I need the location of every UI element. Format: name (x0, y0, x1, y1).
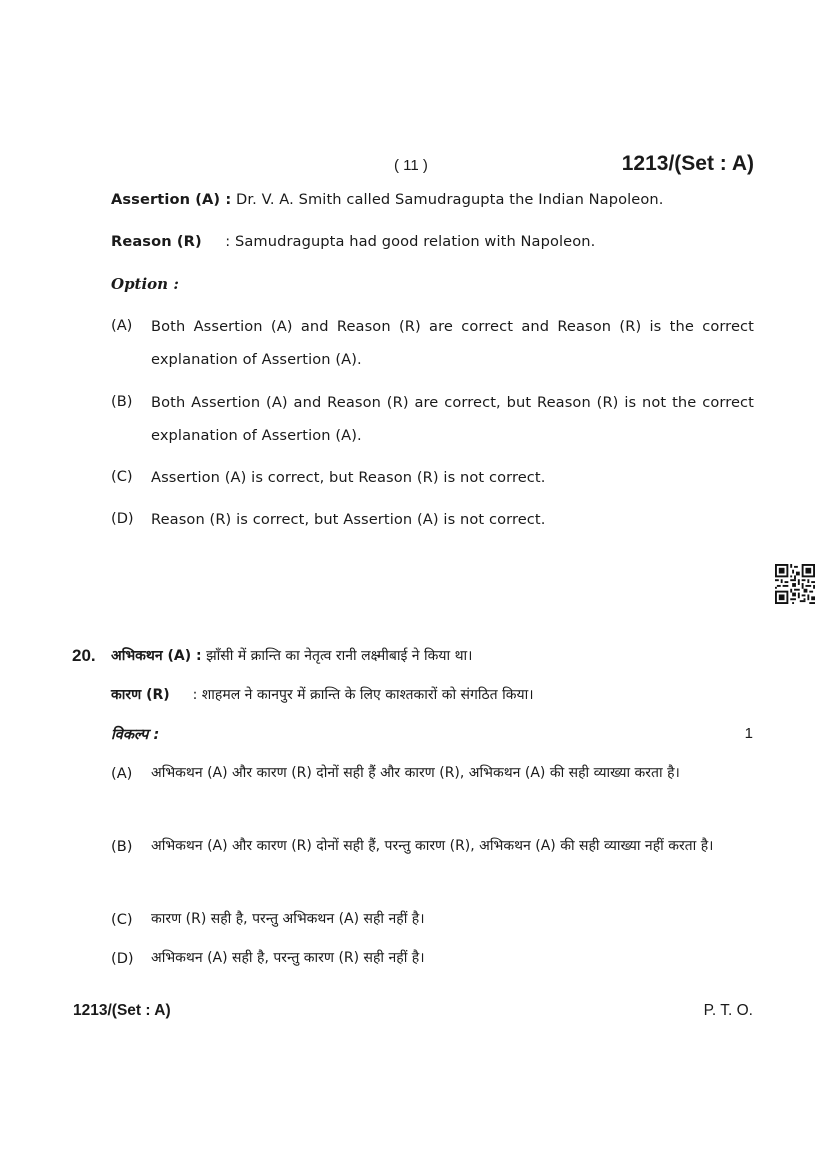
assertion-text: Dr. V. A. Smith called Samudragupta the Indian Napoleon. (236, 191, 664, 208)
option-letter-a-hindi: (A) (111, 765, 133, 782)
assertion-line-english (111, 191, 663, 208)
option-text-d-hindi: अभिकथन (A) सही है, परन्तु कारण (R) सही नहीं है। (151, 950, 425, 966)
page-number: ( 11 ) (394, 157, 428, 174)
reason-text: : Samudragupta had good relation with Napoleon. (225, 233, 596, 250)
reason-line-hindi (111, 685, 534, 704)
assertion-label-hindi: अभिकथन (A) : (111, 648, 202, 664)
assertion-text-hindi: झाँसी में क्रान्ति का नेतृत्व रानी लक्ष्मीबाई ने किया था। (206, 648, 473, 664)
option-text-c-hindi: कारण (R) सही है, परन्तु अभिकथन (A) सही नहीं है। (151, 911, 425, 927)
reason-line-english (111, 233, 595, 250)
option-text-b-hindi: अभिकथन (A) और कारण (R) दोनों सही हैं, परन्तु कारण (R), अभिकथन (A) की सही व्याख्या नहीं करता है। (151, 838, 714, 854)
option-text-d: Reason (R) is correct, but Assertion (A) is not correct. (151, 511, 546, 528)
reason-text-hindi: : शाहमल ने कानपुर में क्रान्ति के लिए काश्तकारों को संगठित किया। (192, 687, 534, 703)
option-title-hindi: विकल्प : (111, 727, 160, 743)
option-letter-b: (B) (111, 393, 133, 410)
option-title-english: Option : (111, 275, 179, 293)
assertion-label: Assertion (A) : (111, 191, 232, 208)
paper-code-header: 1213/(Set : A) (621, 152, 754, 175)
option-letter-d: (D) (111, 510, 134, 527)
reason-label-hindi: कारण (R) (111, 687, 170, 703)
option-text-b: Both Assertion (A) and Reason (R) are correct, but Reason (R) is not the correct explanation of Assertion (A). (151, 394, 754, 444)
option-text-a: Both Assertion (A) and Reason (R) are correct and Reason (R) is the correct explanation of Assertion (A). (151, 318, 754, 368)
question-number: 20. (72, 646, 96, 665)
option-letter-c: (C) (111, 468, 133, 485)
paper-code-footer: 1213/(Set : A) (73, 1002, 171, 1019)
option-text-a-hindi: अभिकथन (A) और कारण (R) दोनों सही हैं और कारण (R), अभिकथन (A) की सही व्याख्या करता है। (151, 765, 680, 781)
option-letter-b-hindi: (B) (111, 838, 133, 855)
option-text-c: Assertion (A) is correct, but Reason (R) is not correct. (151, 469, 546, 486)
pto-label: P. T. O. (703, 1002, 753, 1019)
qr-code-icon (775, 564, 815, 604)
option-letter-c-hindi: (C) (111, 911, 133, 928)
option-letter-d-hindi: (D) (111, 950, 134, 967)
assertion-line-hindi (111, 646, 472, 665)
reason-label: Reason (R) (111, 233, 202, 250)
marks: 1 (744, 725, 753, 742)
option-letter-a: (A) (111, 317, 133, 334)
